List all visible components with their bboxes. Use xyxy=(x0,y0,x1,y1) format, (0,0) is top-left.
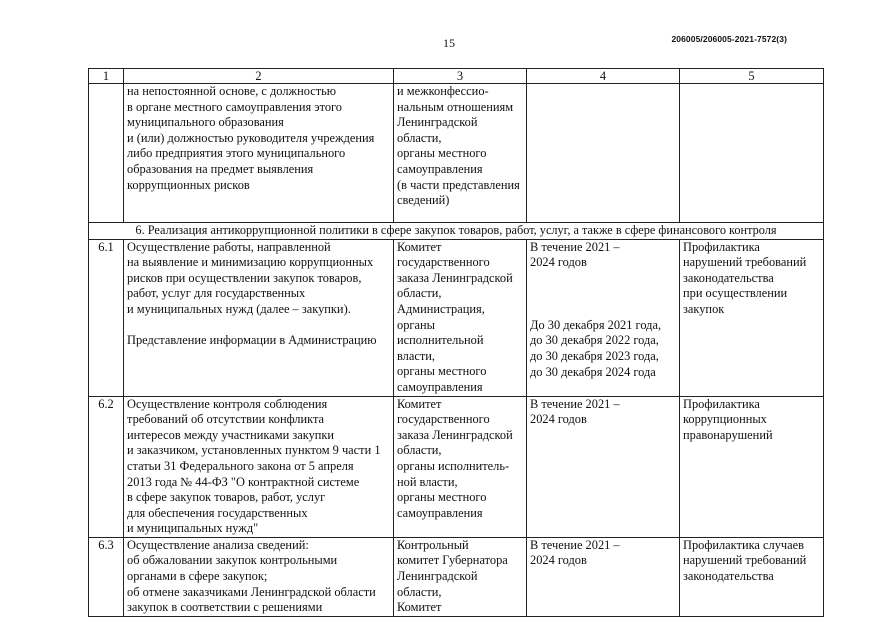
measure-description: на непостоянной основе, с должностью в органе местного самоуправления этого муниципального образования и (или) должностью руководителя учреждения либо предприятия этого муниципального образования на предмет выявления коррупционных рисков xyxy=(124,84,394,223)
document-code: 206005/206005-2021-7572(3) xyxy=(671,34,787,44)
row-number: 6.2 xyxy=(89,396,124,537)
page-number: 15 xyxy=(443,36,455,50)
column-header-2: 2 xyxy=(124,69,394,84)
measure-description: Осуществление анализа сведений: об обжаловании закупок контрольными органами в сфере закупок; об отмене заказчиками Ленинградской области закупок в соответствии с решениями xyxy=(124,537,394,616)
expected-result: Профилактика случаев нарушений требований законодательства xyxy=(680,537,824,616)
measure-description xyxy=(124,239,394,396)
column-header-3: 3 xyxy=(394,69,527,84)
column-number-row xyxy=(89,69,824,84)
deadline-cell xyxy=(527,84,680,223)
responsible-executors: Комитет государственного заказа Ленинградской области, Администрация, органы исполнительной власти, органы местного самоуправления xyxy=(394,239,527,396)
responsible-executors: Комитет государственного заказа Ленинградской области, органы исполнитель- ной власти, органы местного самоуправления xyxy=(394,396,527,537)
table-row xyxy=(89,396,824,537)
deadline-period: В течение 2021 – 2024 годов xyxy=(527,537,680,616)
deadline-cell xyxy=(527,239,680,396)
table-row xyxy=(89,537,824,616)
deadline-period: В течение 2021 – 2024 годов xyxy=(527,396,680,537)
measure-text-reporting: Представление информации в Администрацию xyxy=(127,332,377,347)
deadline-dates: До 30 декабря 2021 года, до 30 декабря 2022 года, до 30 декабря 2023 года, до 30 декабря 2024 года xyxy=(530,317,662,379)
table-row-continuation xyxy=(89,84,824,223)
responsible-executors: и межконфессио- нальным отношениям Ленинградской области, органы местного самоуправления (в части представления сведений) xyxy=(394,84,527,223)
row-number: 6.3 xyxy=(89,537,124,616)
expected-result: Профилактика нарушений требований законодательства при осуществлении закупок xyxy=(680,239,824,396)
row-number: 6.1 xyxy=(89,239,124,396)
expected-result-cell xyxy=(680,84,824,223)
row-number-cell xyxy=(89,84,124,223)
expected-result: Профилактика коррупционных правонарушений xyxy=(680,396,824,537)
column-header-4: 4 xyxy=(527,69,680,84)
responsible-executors: Контрольный комитет Губернатора Ленинградской области, Комитет xyxy=(394,537,527,616)
measures-table xyxy=(88,68,824,617)
column-header-5: 5 xyxy=(680,69,824,84)
column-header-1: 1 xyxy=(89,69,124,84)
section-title: 6. Реализация антикоррупционной политики в сфере закупок товаров, работ, услуг, а также в сфере финансового контроля xyxy=(89,223,824,240)
measure-text: Осуществление работы, направленной на выявление и минимизацию коррупционных рисков при осуществлении закупок товаров, работ, услуг для государственных и муниципальных нужд (далее – закупки). xyxy=(127,239,374,316)
deadline-period: В течение 2021 – 2024 годов xyxy=(530,239,620,270)
measure-description: Осуществление контроля соблюдения требований об отсутствии конфликта интересов между участниками закупки и заказчиком, установленных пунктом 9 части 1 статьи 31 Федерального закона от 5 апреля 2013 года № 44-ФЗ "О контрактной системе в сфере закупок товаров, работ, услуг для обеспечения государственных и муниципальных нужд" xyxy=(124,396,394,537)
table-row xyxy=(89,239,824,396)
section-heading-row xyxy=(89,223,824,240)
